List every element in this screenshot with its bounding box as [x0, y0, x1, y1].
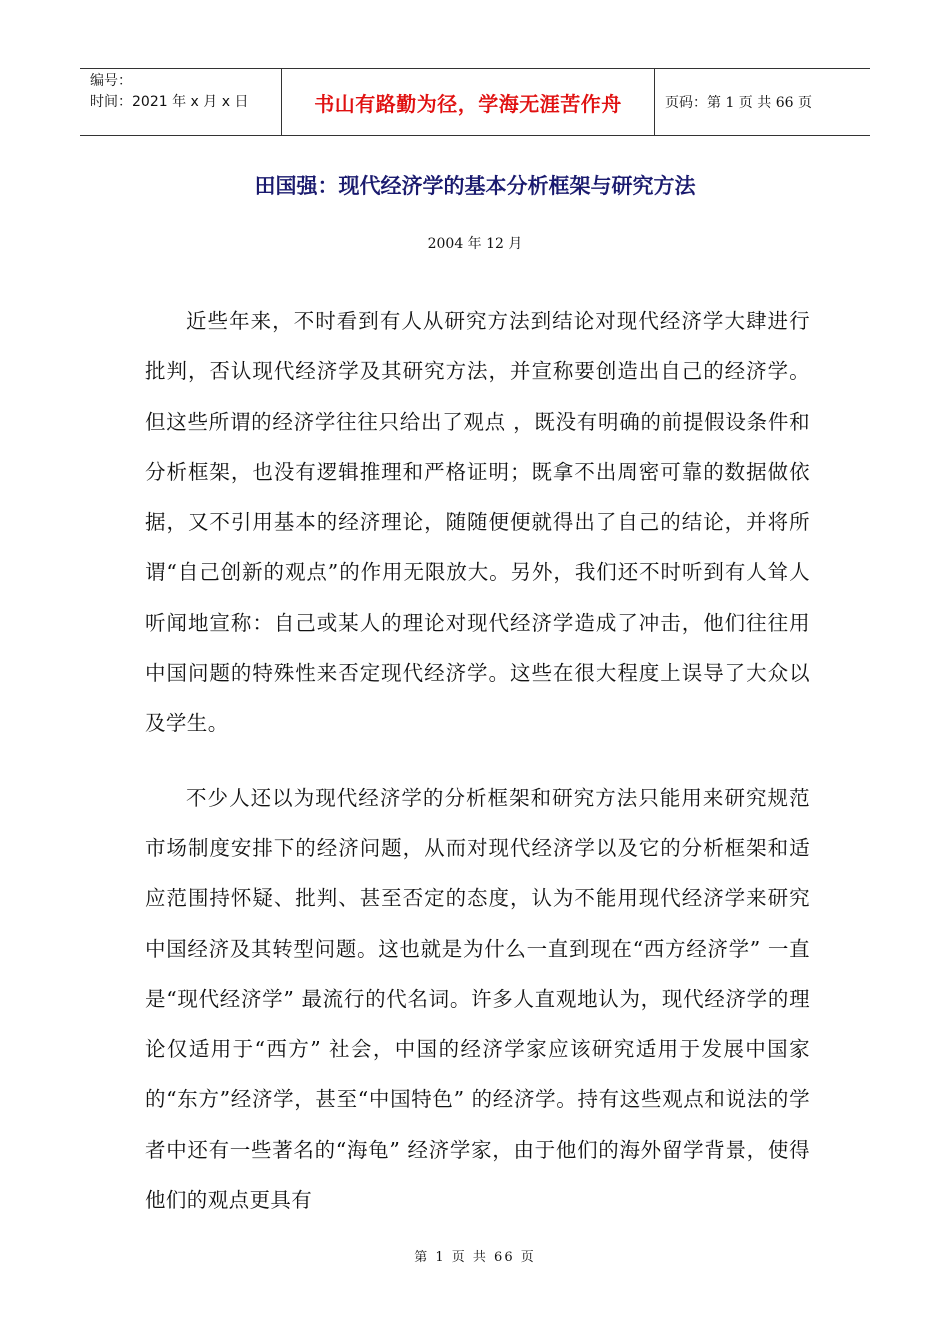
header-motto: 书山有路勤为径，学海无涯苦作舟: [314, 91, 622, 116]
header-page-cell: [655, 69, 870, 135]
header-meta-cell: [80, 69, 282, 135]
document-header: [80, 68, 870, 136]
serial-number-label: 编号：: [90, 73, 132, 89]
header-page-info: 页码：第 1 页 共 66 页: [665, 95, 812, 111]
body-paragraph: 近些年来，不时看到有人从研究方法到结论对现代经济学大肆进行批判，否认现代经济学及其研究方法，并宣称要创造出自己的经济学。但这些所谓的经济学往往只给出了观点 ，既没有明确的前提假设条件和分析框架，也没有逻辑推理和严格证明；既拿不出周密可靠的数据做依据，又不引用基本的经济理论，随随便便就得出了自己的结论，并将所谓“自己创新的观点”的作用无限放大。另外，我们还不时听到有人耸人听闻地宣称：自己或某人的理论对现代经济学造成了冲击，他们往往用中国问题的特殊性来否定现代经济学。这些在很大程度上误导了大众以及学生。: [145, 309, 810, 736]
header-motto-cell: [282, 69, 655, 135]
body-paragraph: 不少人还以为现代经济学的分析框架和研究方法只能用来研究规范市场制度安排下的经济问题，从而对现代经济学以及它的分析框架和适应范围持怀疑、批判、甚至否定的态度，认为不能用现代经济学来研究中国经济及其转型问题。这也就是为什么一直到现在“西方经济学” 一直是“现代经济学” 最流行的代名词。许多人直观地认为，现代经济学的理论仅适用于“西方” 社会，中国的经济学家应该研究适用于发展中国家的“东方”经济学，甚至“中国特色” 的经济学。持有这些观点和说法的学者中还有一些著名的“海龟” 经济学家，由于他们的海外留学背景，使得他们的观点更具有: [145, 785, 810, 1213]
document-body: [145, 296, 810, 1249]
document-title: 田国强：现代经济学的基本分析框架与研究方法: [254, 174, 696, 198]
time-label: 时间：2021 年 x 月 x 日: [90, 94, 249, 110]
page-footer: 第 1 页 共 66 页: [414, 1250, 536, 1265]
document-date: 2004 年 12 月: [427, 236, 523, 252]
